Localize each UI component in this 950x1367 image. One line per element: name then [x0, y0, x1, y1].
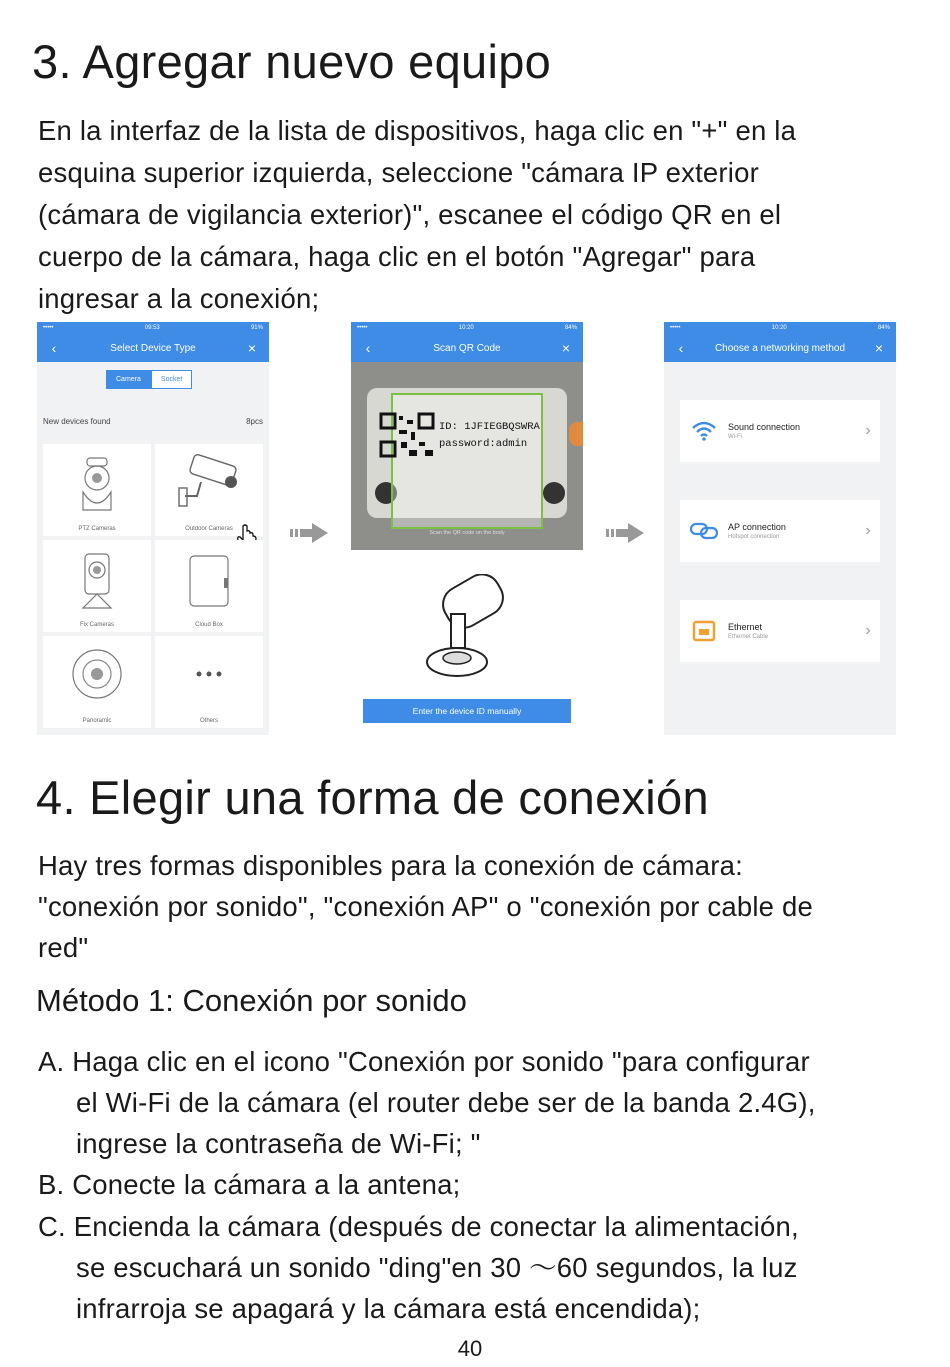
battery-level: 84% — [877, 325, 890, 331]
tile-ptz-cameras[interactable] — [43, 444, 151, 536]
device-type-tabs — [106, 370, 192, 389]
wifi-icon — [691, 420, 717, 442]
arrow-right-icon — [290, 520, 330, 546]
paragraph-line: (cámara de vigilancia exterior)", escanee el código QR en el — [38, 199, 782, 230]
option-title: Ethernet — [728, 622, 763, 632]
option-title: Sound connection — [728, 422, 801, 432]
device-grid — [43, 444, 263, 728]
step-continuation: se escuchará un sonido "ding"en 30 ～60 segundos, la luz — [76, 1252, 798, 1283]
tile-label: PTZ Cameras — [78, 526, 116, 532]
option-subtitle: Hotspot connection — [728, 534, 780, 540]
scan-hint: Scan the QR code on the body — [429, 530, 505, 536]
tile-outdoor-cameras[interactable] — [155, 444, 263, 536]
paragraph-line: Hay tres formas disponibles para la conexión de cámara: — [38, 850, 743, 881]
found-row — [43, 417, 263, 426]
back-icon[interactable]: ‹ — [365, 340, 371, 356]
bullet-camera-illustration — [417, 574, 521, 684]
tile-panoramic[interactable] — [43, 636, 151, 728]
paragraph-line: red" — [38, 932, 89, 963]
device-password: password:admin — [439, 438, 528, 450]
phone-screenshot-select-device — [37, 322, 269, 735]
phone-screenshot-networking-method — [664, 322, 896, 735]
tile-label: Outdoor Cameras — [185, 526, 233, 532]
step-continuation: ingrese la contraseña de Wi-Fi; " — [76, 1128, 481, 1159]
device-id: ID: 1JFIEGBQSWRA — [439, 421, 540, 433]
panoramic-camera-icon — [69, 644, 125, 710]
step-lead: B. Conecte la cámara a la antena; — [38, 1169, 461, 1200]
battery-level: 84% — [564, 325, 577, 331]
section-3-paragraph — [38, 110, 918, 320]
nav-bar — [351, 334, 583, 362]
tab-socket[interactable]: Socket — [151, 370, 192, 389]
found-count: 8pcs — [246, 417, 263, 426]
paragraph-line: ingresar a la conexión; — [38, 283, 320, 314]
tab-camera[interactable]: Camera — [106, 370, 151, 389]
status-bar — [351, 322, 583, 334]
step-a — [38, 1041, 918, 1164]
status-bar — [664, 322, 896, 334]
tile-label: Others — [199, 718, 218, 724]
paragraph-line: En la interfaz de la lista de dispositivos, haga clic en "+" en la — [38, 115, 797, 146]
enter-device-id-button[interactable]: Enter the device ID manually — [363, 699, 571, 723]
more-icon — [189, 654, 229, 694]
fix-camera-icon — [77, 548, 117, 614]
section-3-heading: 3. Agregar nuevo equipo — [32, 35, 552, 88]
step-continuation: infrarroja se apagará y la cámara está encendida); — [76, 1293, 701, 1324]
option-subtitle: Ethernet Cable — [728, 634, 769, 640]
step-lead: C. Encienda la cámara (después de conectar la alimentación, — [38, 1211, 799, 1242]
tile-label: Panoramic — [82, 718, 112, 724]
status-time: 10:20 — [458, 325, 474, 331]
signal-icon: ••••• — [670, 325, 681, 331]
option-subtitle: Wi-Fi — [728, 434, 742, 440]
cloud-box-icon — [184, 548, 234, 614]
qr-code-icon — [379, 412, 435, 458]
battery-level: 91% — [250, 325, 263, 331]
status-time: 10:20 — [771, 325, 787, 331]
paragraph-line: cuerpo de la cámara, haga clic en el botón "Agregar" para — [38, 241, 756, 272]
tile-others[interactable] — [155, 636, 263, 728]
screen-title: Select Device Type — [110, 342, 196, 354]
signal-icon: ••••• — [357, 325, 368, 331]
paragraph-line: "conexión por sonido", "conexión AP" o "conexión por cable de — [38, 891, 813, 922]
phone-screenshot-scan-qr — [351, 322, 583, 735]
found-label: New devices found — [43, 417, 111, 426]
method-1-heading: Método 1: Conexión por sonido — [36, 983, 467, 1018]
close-icon[interactable]: × — [247, 340, 257, 356]
tile-label: Fix Cameras — [79, 622, 114, 628]
step-continuation: el Wi-Fi de la cámara (el router debe ser de la banda 2.4G), — [76, 1087, 816, 1118]
section-4-paragraph — [38, 845, 918, 968]
close-icon[interactable]: × — [874, 340, 884, 356]
screen-title: Choose a networking method — [714, 342, 846, 354]
tile-cloud-box[interactable] — [155, 540, 263, 632]
section-4-heading: 4. Elegir una forma de conexión — [36, 771, 709, 824]
arrow-right-icon — [606, 520, 646, 546]
status-bar — [37, 322, 269, 334]
paragraph-line: esquina superior izquierda, seleccione "cámara IP exterior — [38, 157, 759, 188]
step-c — [38, 1206, 918, 1329]
link-icon — [689, 520, 719, 542]
nav-bar — [664, 334, 896, 362]
tile-label: Cloud Box — [195, 622, 223, 628]
option-sound-connection[interactable] — [680, 400, 880, 462]
nav-bar — [37, 334, 269, 362]
option-ap-connection[interactable] — [680, 500, 880, 562]
back-icon[interactable]: ‹ — [678, 340, 684, 356]
status-light — [569, 422, 583, 446]
step-lead: A. Haga clic en el icono "Conexión por sonido "para configurar — [38, 1046, 810, 1077]
screen-title: Scan QR Code — [433, 342, 501, 354]
qr-label-text — [439, 419, 540, 453]
step-b — [38, 1164, 918, 1205]
ethernet-icon — [692, 620, 716, 642]
status-time: 09:53 — [144, 325, 160, 331]
page-number: 40 — [457, 1336, 483, 1361]
chevron-right-icon: › — [865, 422, 871, 439]
ptz-camera-icon — [75, 452, 119, 518]
chevron-right-icon: › — [865, 522, 871, 539]
option-ethernet[interactable] — [680, 600, 880, 662]
chevron-right-icon: › — [865, 622, 871, 639]
back-icon[interactable]: ‹ — [51, 340, 57, 356]
signal-icon: ••••• — [43, 325, 54, 331]
screw-icon — [543, 482, 565, 504]
close-icon[interactable]: × — [561, 340, 571, 356]
option-title: AP connection — [728, 522, 786, 532]
outdoor-camera-icon — [177, 452, 241, 518]
tile-fix-cameras[interactable] — [43, 540, 151, 632]
